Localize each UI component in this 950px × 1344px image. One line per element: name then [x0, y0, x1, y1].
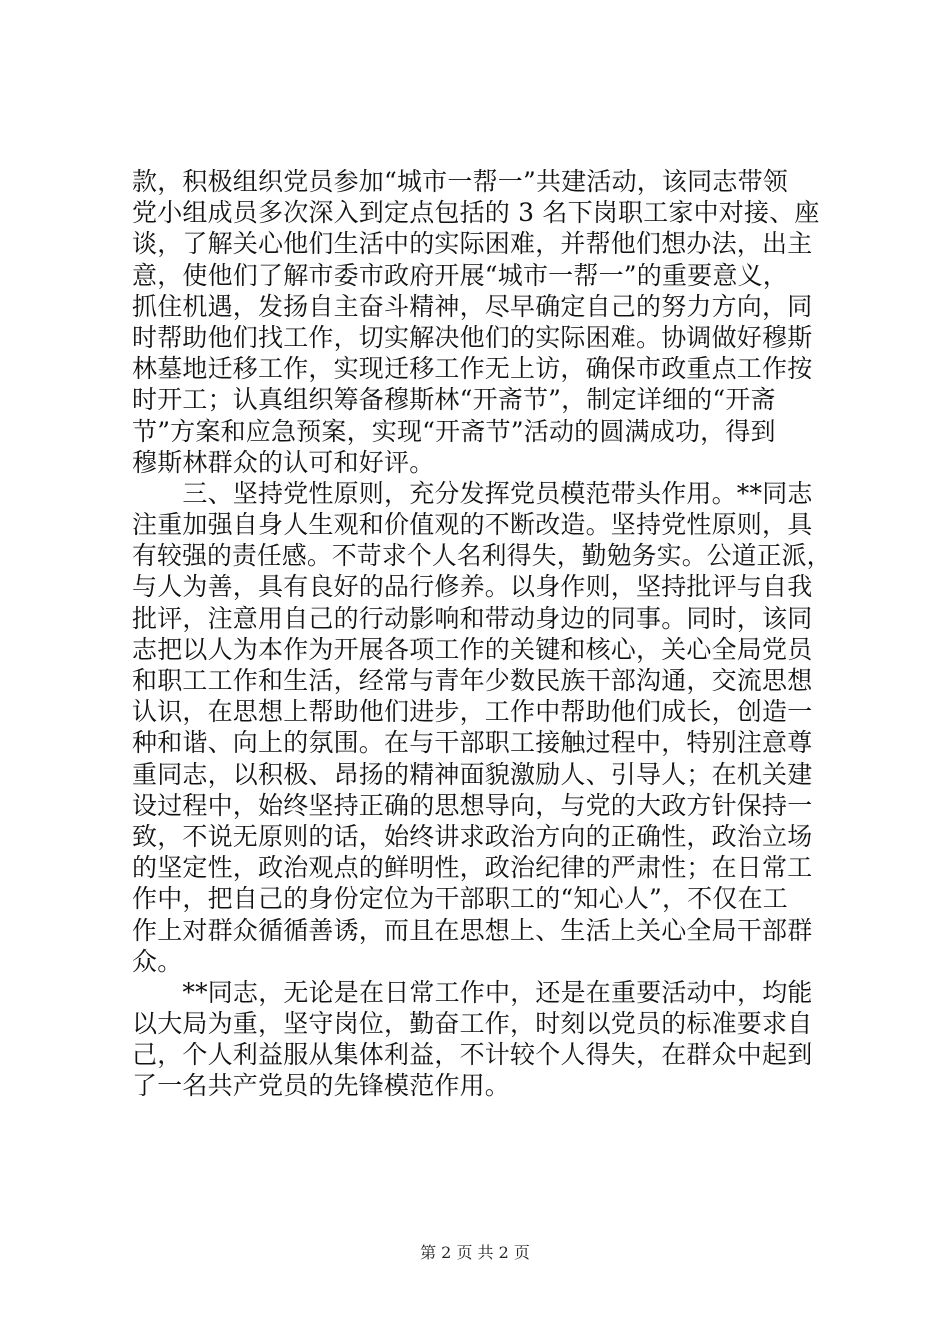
text-line: 种和谐、向上的氛围。在与干部职工接触过程中，特别注意尊 [132, 728, 813, 758]
text-line: 林墓地迁移工作，实现迁移工作无上访，确保市政重点工作按 [132, 354, 813, 384]
text-line: 三、坚持党性原则，充分发挥党员模范带头作用。**同志 [132, 478, 813, 508]
body-text [132, 166, 832, 1102]
text-line: 作上对群众循循善诱，而且在思想上、生活上关心全局干部群 [132, 915, 813, 945]
text-line: 了一名共产党员的先锋模范作用。 [132, 1071, 511, 1101]
text-line: 注重加强自身人生观和价值观的不断改造。坚持党性原则，具 [132, 510, 813, 540]
text-line: 节”方案和应急预案，实现“开斋节”活动的圆满成功，得到 [132, 416, 776, 446]
text-line: 时开工；认真组织筹备穆斯林“开斋节”，制定详细的“开斋 [132, 385, 776, 415]
text-line: 和职工工作和生活，经常与青年少数民族干部沟通，交流思想 [132, 666, 813, 695]
text-line: 批评，注意用自己的行动影响和带动身边的同事。同时，该同 [132, 603, 813, 633]
text-line: 意，使他们了解市委市政府开展“城市一帮一”的重要意义， [132, 260, 788, 290]
text-line: 款，积极组织党员参加“城市一帮一”共建活动，该同志带领 [132, 167, 788, 196]
text-line: 谈，了解关心他们生活中的实际困难，并帮他们想办法，出主 [132, 229, 813, 259]
text-line: 志把以人为本作为开展各项工作的关键和核心，关心全局党员 [132, 634, 813, 664]
page-footer: 第 2 页 共 2 页 [420, 1243, 530, 1262]
text-line: 与人为善，具有良好的品行修养。以身作则，坚持批评与自我 [132, 572, 813, 602]
text-line: 重同志，以积极、昂扬的精神面貌激励人、引导人；在机关建 [132, 759, 813, 789]
text-line: 作中，把自己的身份定位为干部职工的“知心人”，不仅在工 [132, 884, 788, 914]
text-line: 以大局为重，坚守岗位，勤奋工作，时刻以党员的标准要求自 [132, 1009, 813, 1039]
text-line: **同志，无论是在日常工作中，还是在重要活动中，均能 [132, 977, 813, 1007]
text-line: 众。 [132, 946, 183, 976]
text-line: 时帮助他们找工作，切实解决他们的实际困难。协调做好穆斯 [132, 322, 813, 352]
text-line: 致，不说无原则的话，始终讲求政治方向的正确性，政治立场 [132, 821, 813, 851]
text-line: 的坚定性，政治观点的鲜明性，政治纪律的严肃性；在日常工 [132, 853, 813, 883]
text-line: 穆斯林群众的认可和好评。 [132, 447, 435, 477]
text-line: 认识，在思想上帮助他们进步，工作中帮助他们成长，创造一 [132, 697, 813, 727]
text-line: 党小组成员多次深入到定点包括的 3 名下岗职工家中对接、座 [132, 198, 820, 228]
text-line: 抓住机遇，发扬自主奋斗精神，尽早确定自己的努力方向，同 [132, 291, 813, 321]
text-line: 有较强的责任感。不苛求个人名利得失，勤勉务实。公道正派， [132, 541, 832, 571]
text-line: 设过程中，始终坚持正确的思想导向，与党的大政方针保持一 [132, 790, 813, 820]
text-line: 己，个人利益服从集体利益，不计较个人得失，在群众中起到 [132, 1040, 813, 1070]
